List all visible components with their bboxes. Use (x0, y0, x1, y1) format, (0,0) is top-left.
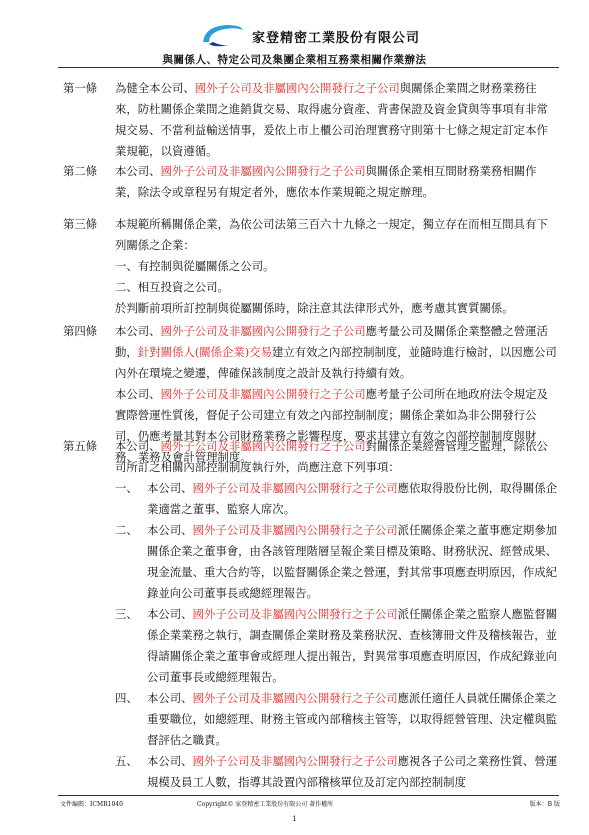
list-item-number: 三、 (115, 607, 138, 621)
list-item-number: 四、 (115, 691, 138, 705)
article-3 (63, 214, 559, 319)
highlighted-text: 國外子公司及非屬國內公開發行之子公司 (160, 324, 366, 338)
highlighted-text: 國外子公司及非屬國內公開發行之子公司 (160, 387, 366, 401)
article-paragraph (115, 436, 559, 478)
body-text: 本公司、 (147, 754, 193, 768)
list-item (63, 688, 559, 751)
body-text: 本公司、 (147, 481, 193, 495)
highlighted-text: 國外子公司及非屬國內公開發行之子公司 (192, 754, 398, 768)
highlighted-text: 國外子公司及非屬國內公開發行之子公司 (192, 523, 398, 537)
page-number: 1 (292, 815, 297, 823)
article-label: 第五條 (63, 439, 98, 453)
article-paragraph (115, 161, 559, 203)
article-label: 第三條 (63, 217, 98, 231)
article-label: 第一條 (63, 81, 98, 95)
body-text: 本公司、 (115, 439, 161, 453)
header-divider (58, 67, 559, 68)
company-logo-icon (197, 20, 247, 50)
article-2 (63, 161, 559, 203)
body-text: 建立有效之內部控制制度，並隨時進行檢討，以因應公司內外在環境之變遷，俾確保該制度之設計及執行持續有效。 (115, 345, 557, 380)
body-text: 本公司、 (115, 324, 161, 338)
highlighted-text: 國外子公司及非屬國內公開發行之子公司 (194, 81, 400, 95)
version-label: 版本：B 版 (529, 801, 560, 808)
body-text: 本公司、 (147, 607, 193, 621)
body-text: 本公司、 (115, 164, 161, 178)
list-item (63, 751, 559, 793)
body-text: 本公司、 (147, 523, 193, 537)
footer-divider (58, 795, 559, 796)
document-title: 與關係人、特定公司及集團企業相互務業相關作業辦法 (162, 54, 427, 66)
article-paragraph (115, 214, 559, 256)
body-text: 應依取得股份比例，取得關係企業適當之董事、監察人席次。 (147, 481, 558, 516)
article-body (115, 161, 559, 203)
article-label: 第二條 (63, 164, 98, 178)
article-1 (63, 78, 559, 162)
article-body (115, 78, 559, 162)
article-line: 二、相互投資之公司。 (115, 280, 229, 294)
highlighted-text: 針對關係人(關係企業)交易 (137, 345, 272, 359)
list-item-number: 五、 (115, 754, 138, 768)
article-paragraph (115, 321, 559, 384)
document-number: 文件編碼：ICMR1040 (60, 801, 123, 808)
article-line: 於判斷前項所訂控制與從屬關係時，除注意其法律形式外，應考慮其實質關係。 (115, 301, 514, 315)
copyright-notice: Copyright© 家登精密工業股份有限公司 著作權所 (197, 801, 334, 808)
body-text: 應視各子公司之業務性質、營運規模及員工人數，指導其設置內部稽核單位及訂定內部控制制度 (147, 754, 558, 789)
list-item (63, 604, 559, 688)
article-line: 一、有控制與從屬關係之公司。 (115, 259, 275, 273)
body-text: 派任關係企業之監察人應監督關係企業業務之執行，調查關係企業財務及業務狀況、查核簿冊文件及稽核報告，並得請關係企業之董事會或經理人提出報告，對異常事項應查明原因，作成紀錄並向公司董事長或總經理報告。 (147, 607, 558, 684)
highlighted-text: 國外子公司及非屬國內公開發行之子公司 (192, 481, 398, 495)
body-text: 與關係企業間之財務業務往來，防杜關係企業間之進銷貨交易、取得處分資產、背書保證及資金貸與等事項有非常規交易、不當利益輸送情事，爰依上市上櫃公司治理實務守則第十七條之規定訂定本作業規範，以資遵循。 (115, 81, 548, 158)
body-text: 本規範所稱關係企業，為依公司法第三百六十九條之一規定，獨立存在而相互間具有下列關係之企業： (115, 217, 548, 252)
highlighted-text: 國外子公司及非屬國內公開發行之子公司 (192, 607, 398, 621)
body-text: 為健全本公司、 (115, 81, 195, 95)
list-item-number: 一、 (115, 481, 138, 495)
list-item (63, 478, 559, 520)
body-text: 對關係企業經營管理之監理，除依公司所訂之相關內部控制制度執行外，尚應注意下列事項： (115, 439, 548, 474)
body-text: 應派任適任人員就任關係企業之重要職位，如總經理、財務主管或內部稽核主管等，以取得經營管理、決定權與監督評估之職責。 (147, 691, 558, 747)
article-label: 第四條 (63, 324, 98, 338)
company-name: 家登精密工業股份有限公司 (252, 31, 421, 46)
article-body (115, 214, 559, 319)
body-text: 本公司、 (147, 691, 193, 705)
body-text: 本公司、 (115, 387, 161, 401)
article-paragraph (115, 78, 559, 162)
highlighted-text: 國外子公司及非屬國內公開發行之子公司 (160, 164, 366, 178)
list-item-number: 二、 (115, 523, 138, 537)
article-5 (63, 436, 559, 793)
body-text: 應考量公司及關係企業整體之營運活動， (115, 324, 548, 359)
highlighted-text: 國外子公司及非屬國內公開發行之子公司 (160, 439, 366, 453)
list-item (63, 520, 559, 604)
highlighted-text: 國外子公司及非屬國內公開發行之子公司 (192, 691, 398, 705)
body-text: 派任關係企業之董事應定期參加關係企業之董事會，由各該管理階層呈報企業目標及策略、財務狀況、經營成果、現金流量、重大合約等，以監督關係企業之營運，對其常事項應查明原因，作成紀錄並向公司董事長或總經理報告。 (147, 523, 558, 600)
body-text: 與關係企業相互間財務業務相關作業，除法令或章程另有規定者外，應依本作業規範之規定辦理。 (115, 164, 537, 199)
body-text: 應考量子公司所在地政府法令規定及實際營運性質後，督促子公司建立有效之內部控制制度；關係企業如為非公開發行公司，仍應考量其對本公司財務業務之影響程度，要求其建立有效之內部控制制度與財務、業務及會計管理制度。 (115, 387, 548, 464)
article-body (115, 436, 559, 793)
document-header (0, 20, 589, 70)
